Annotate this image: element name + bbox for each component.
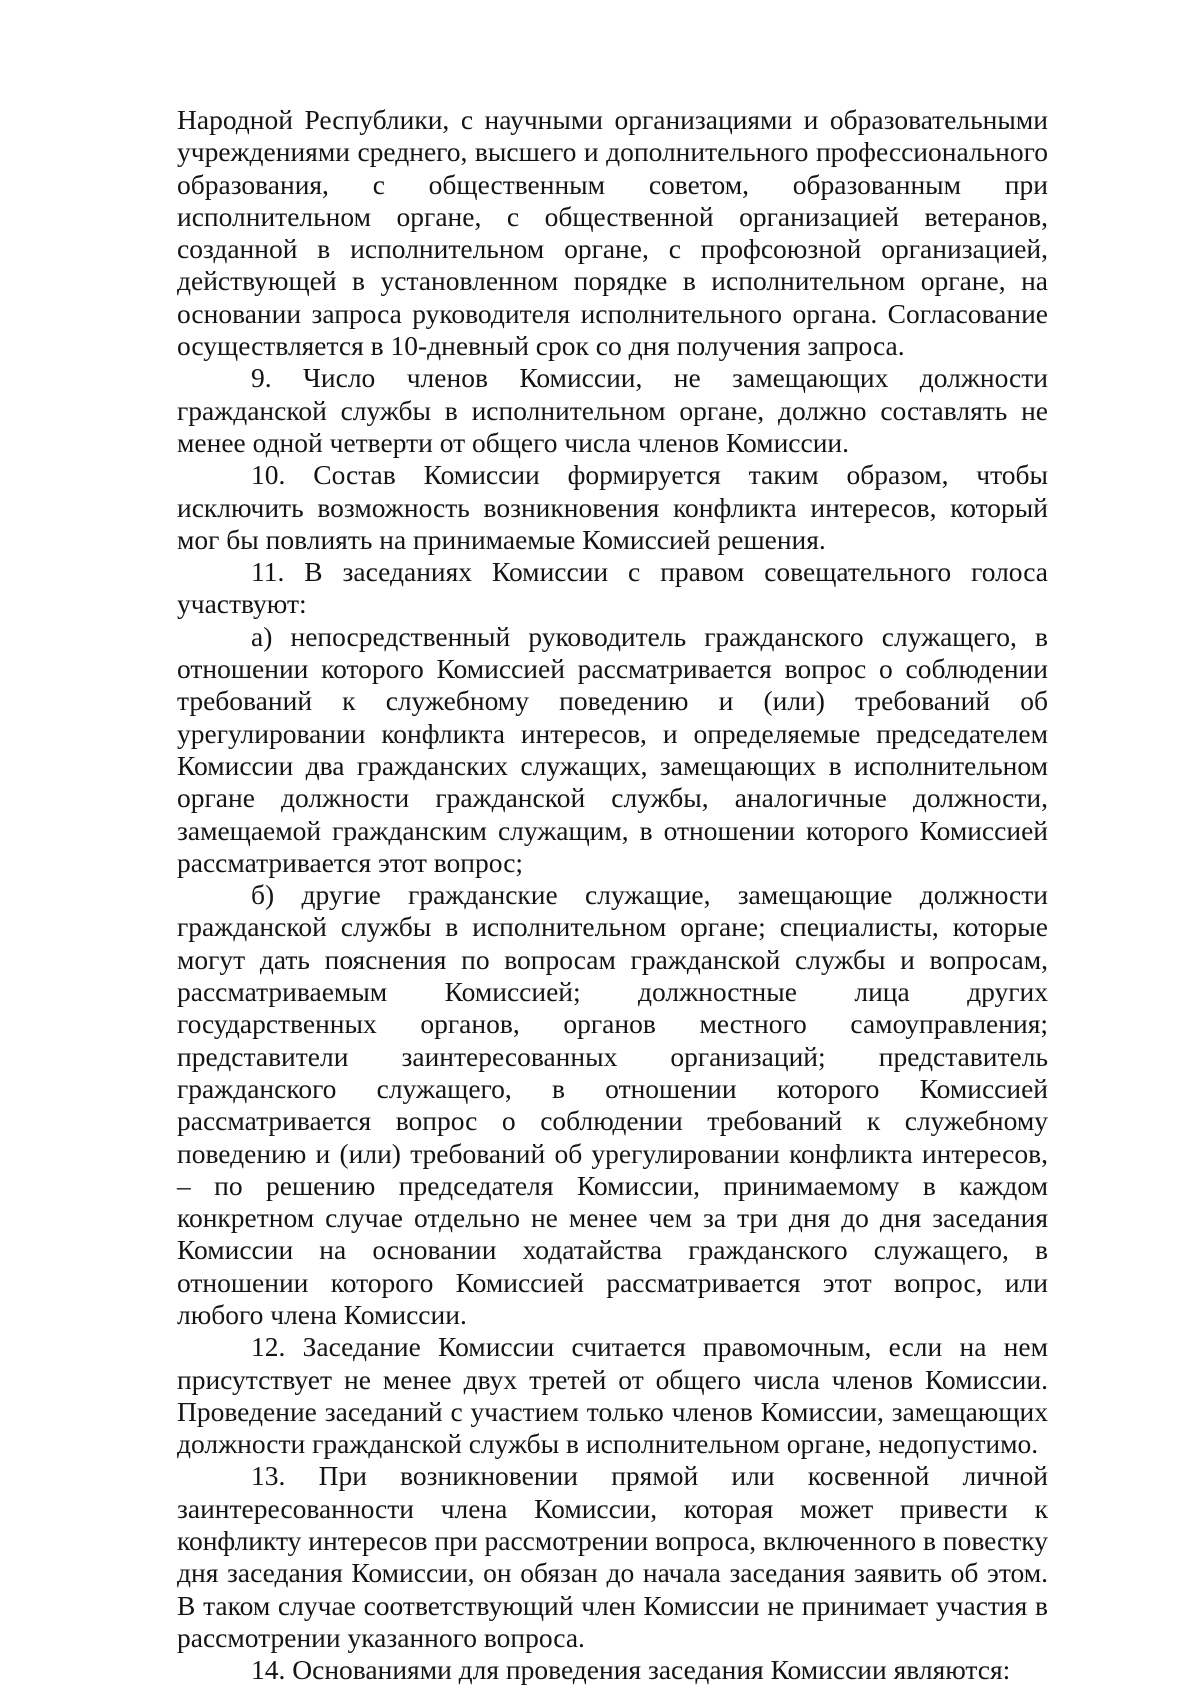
paragraph-10: 10. Состав Комиссии формируется таким образом, чтобы исключить возможность возникновения конфликта интересов, который мог бы повлиять на принимаемые Комиссией решения. <box>177 459 1048 555</box>
paragraph-11: 11. В заседаниях Комиссии с правом совещательного голоса участвуют: <box>177 556 1048 620</box>
paragraph-11-b: б) другие гражданские служащие, замещающие должности гражданской службы в исполнительном органе; специалисты, которые могут дать пояснения по вопросам гражданской службы и вопросам, рассматриваемым Комиссией; должностные лица других государственных органов, органов местного самоуправления; представители заинтересованных организаций; представитель гражданского служащего, в отношении которого Комиссией рассматривается вопрос о соблюдении требований к служебному поведению и (или) требований об урегулировании конфликта интересов, – по решению председателя Комиссии, принимаемому в каждом конкретном случае отдельно не менее чем за три дня до дня заседания Комиссии на основании ходатайства гражданского служащего, в отношении которого Комиссией рассматривается этот вопрос, или любого члена Комиссии. <box>177 879 1048 1330</box>
paragraph-12: 12. Заседание Комиссии считается правомочным, если на нем присутствует не менее двух третей от общего числа членов Комиссии. Проведение заседаний с участием только членов Комиссии, замещающих должности гражданской службы в исполнительном органе, недопустимо. <box>177 1331 1048 1460</box>
paragraph-9: 9. Число членов Комиссии, не замещающих должности гражданской службы в исполнительном органе, должно составлять не менее одной четверти от общего числа членов Комиссии. <box>177 362 1048 458</box>
paragraph-13: 13. При возникновении прямой или косвенной личной заинтересованности члена Комиссии, которая может привести к конфликту интересов при рассмотрении вопроса, включенного в повестку дня заседания Комиссии, он обязан до начала заседания заявить об этом. В таком случае соответствующий член Комиссии не принимает участия в рассмотрении указанного вопроса. <box>177 1460 1048 1653</box>
paragraph-14: 14. Основаниями для проведения заседания Комиссии являются: <box>251 1654 1011 1686</box>
paragraph-8-continuation: Народной Республики, с научными организациями и образовательными учреждениями среднего, высшего и дополнительного профессионального образования, с общественным советом, образованным при исполнительном органе, с общественной организацией ветеранов, созданной в исполнительном органе, с профсоюзной организацией, действующей в установленном порядке в исполнительном органе, на основании запроса руководителя исполнительного органа. Согласование осуществляется в 10-дневный срок со дня получения запроса. <box>177 104 1048 362</box>
paragraph-11-a: а) непосредственный руководитель гражданского служащего, в отношении которого Комиссией рассматривается вопрос о соблюдении требований к служебному поведению и (или) требований об урегулировании конфликта интересов, и определяемые председателем Комиссии два гражданских служащих, замещающих в исполнительном органе должности гражданской службы, аналогичные должности, замещаемой гражданским служащим, в отношении которого Комиссией рассматривается этот вопрос; <box>177 620 1048 878</box>
